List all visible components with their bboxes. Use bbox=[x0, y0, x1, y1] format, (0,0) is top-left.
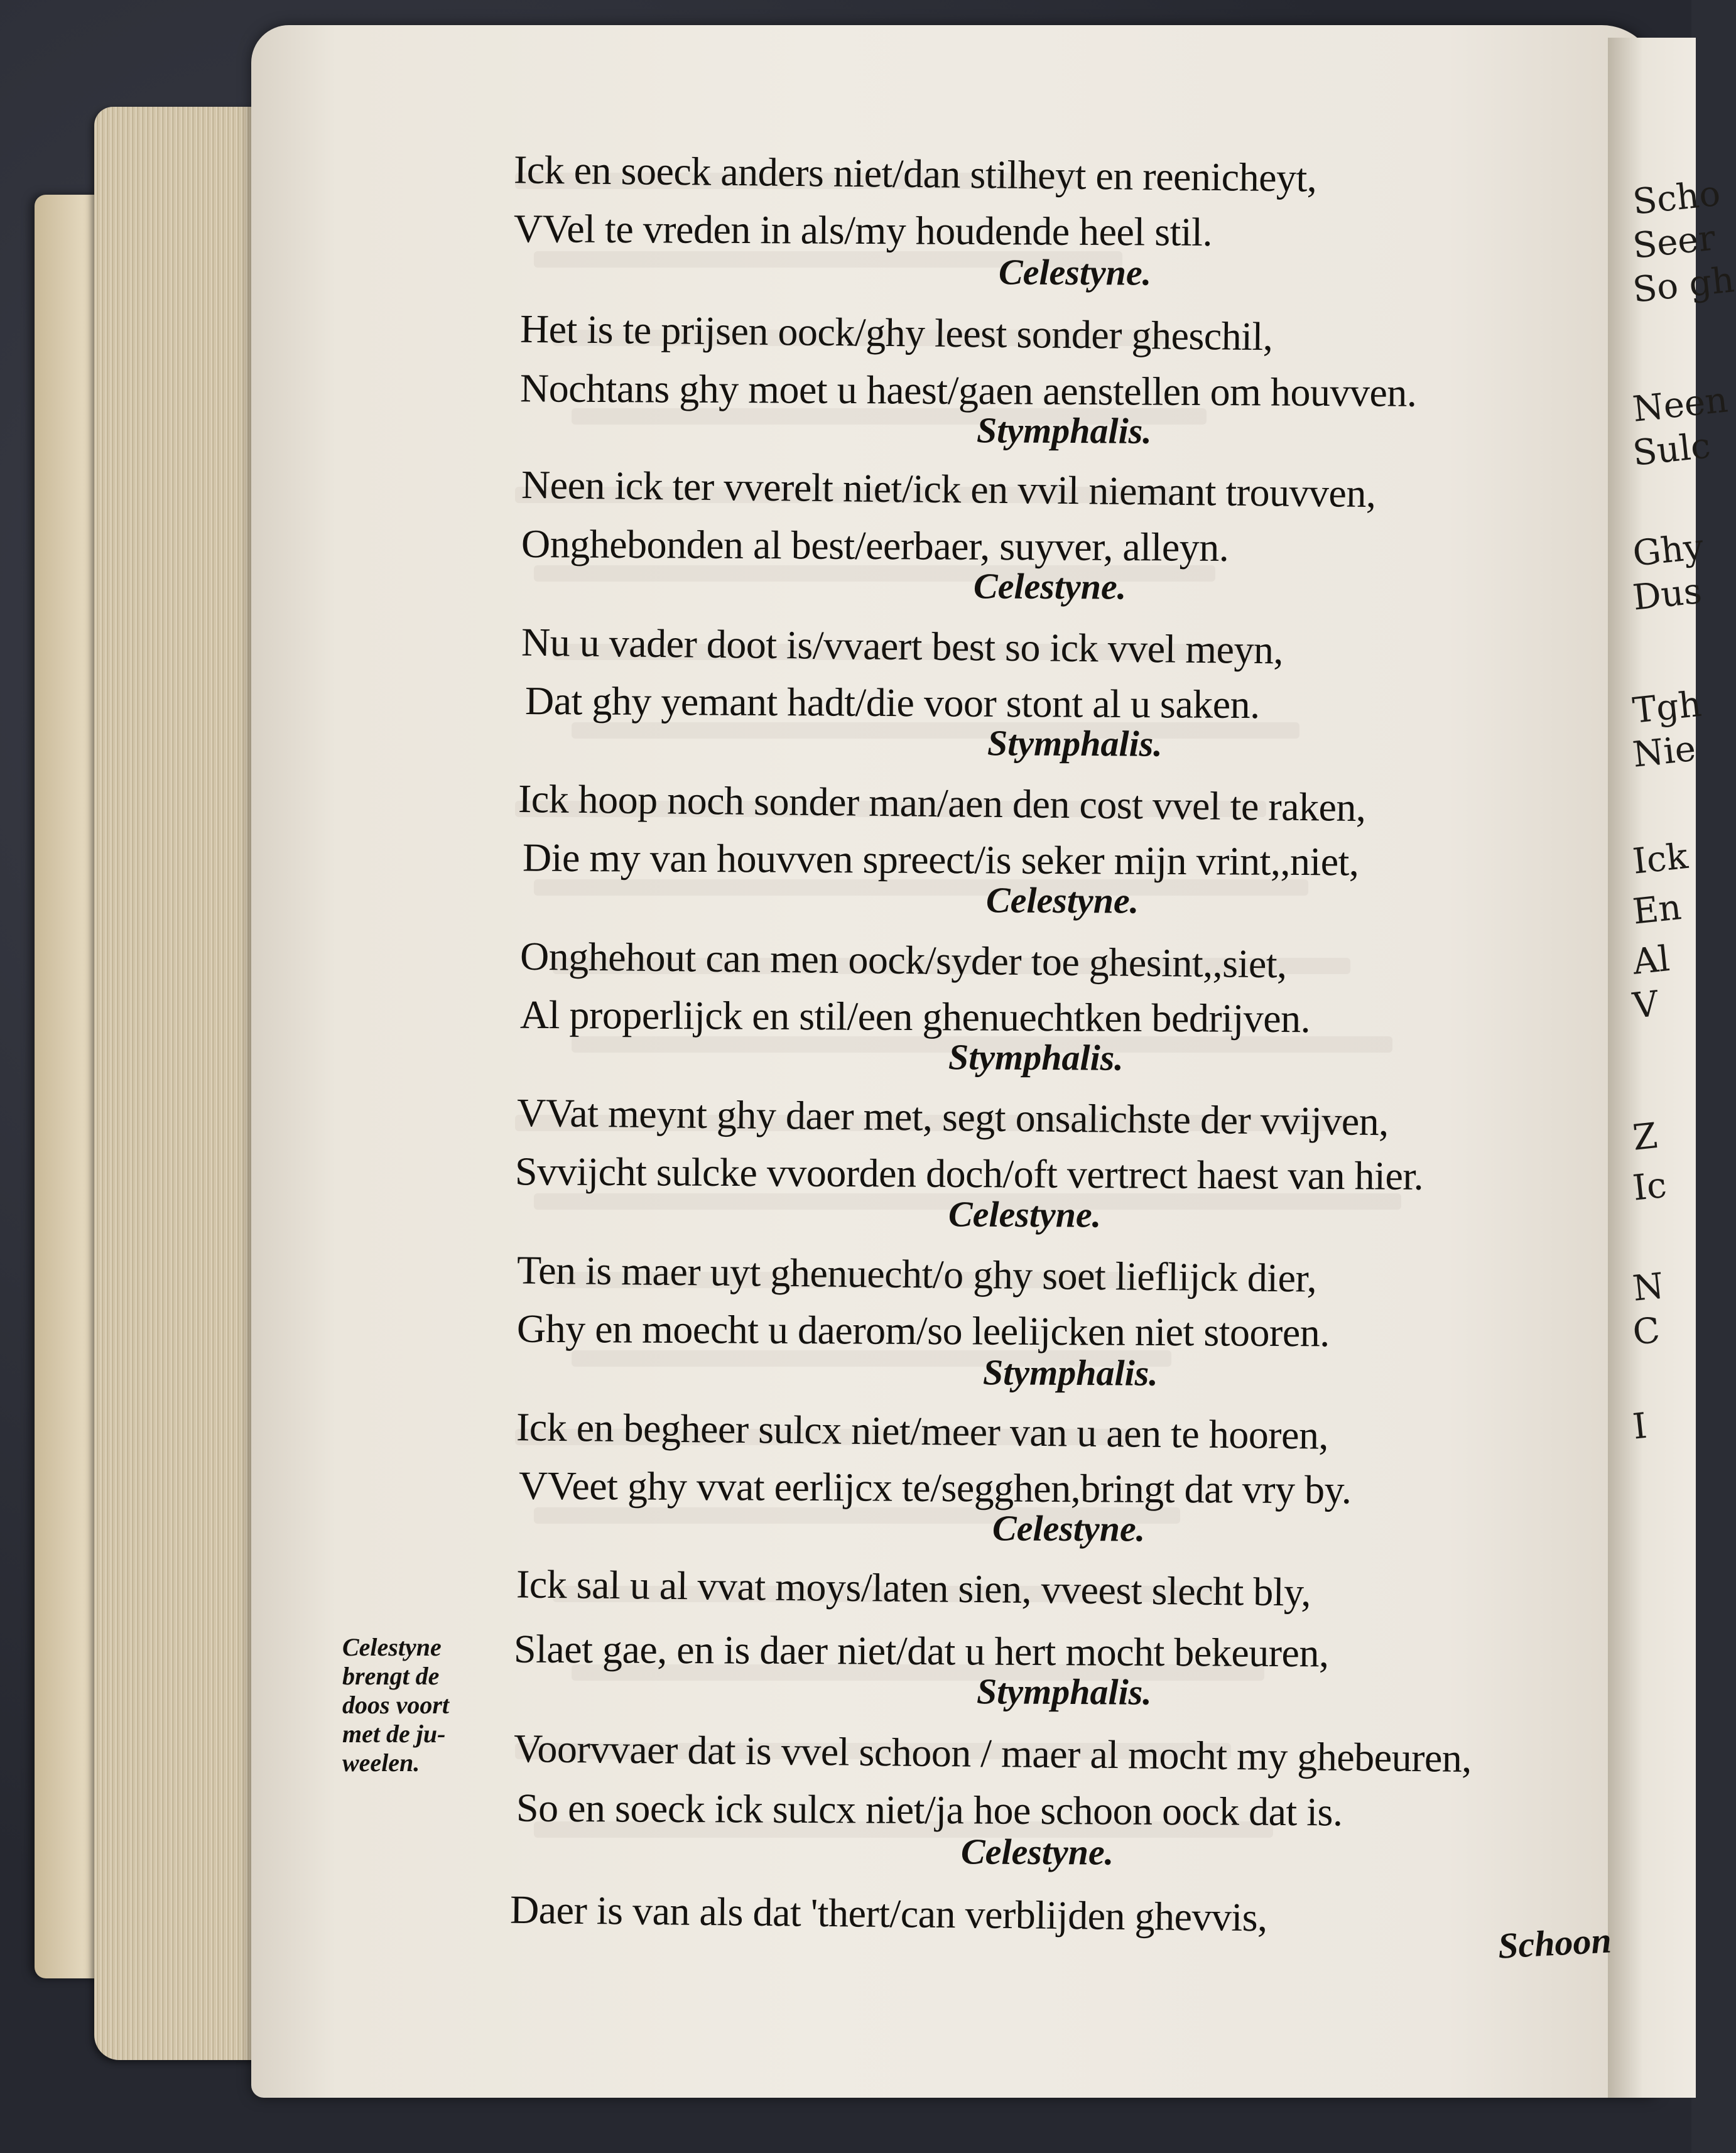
facing-page-fragment: Dus bbox=[1630, 570, 1704, 619]
speaker-name: Stymphalis. bbox=[948, 1036, 1124, 1078]
facing-page-fragment: I bbox=[1630, 1405, 1649, 1448]
facing-page-fragment: Ghy bbox=[1630, 526, 1706, 575]
facing-page-fragment: Z bbox=[1630, 1115, 1660, 1159]
facing-page-fragment: Scho bbox=[1630, 173, 1723, 223]
speaker-name: Stymphalis. bbox=[982, 1352, 1158, 1394]
verse-line: Ghy en moecht u daerom/so leelijcken niet stooren. bbox=[516, 1306, 1330, 1355]
marginal-note-line: Celestyne bbox=[342, 1633, 442, 1661]
verse-line: Ick en begheer sulcx niet/meer van u aen te hooren, bbox=[516, 1404, 1329, 1458]
speaker-name: Stymphalis. bbox=[976, 409, 1152, 452]
marginal-note-line: doos voort bbox=[342, 1691, 449, 1719]
facing-page-fragment: Nie bbox=[1630, 728, 1698, 776]
catchword: Schoon bbox=[1497, 1919, 1613, 1966]
verse-line: Al properlijck en stil/een ghenuechtken bedrijven. bbox=[519, 992, 1311, 1041]
facing-page bbox=[1608, 38, 1736, 2098]
facing-page-fragment: V bbox=[1630, 983, 1661, 1027]
facing-page-fragment: Ic bbox=[1630, 1164, 1669, 1209]
verse-line: Ick en soeck anders niet/dan stilheyt en reenicheyt, bbox=[513, 147, 1317, 200]
verse-line: Die my van houvven spreect/is seker mijn vrint,,niet, bbox=[522, 835, 1359, 884]
marginal-note-line: brengt de bbox=[342, 1662, 440, 1690]
verse-line: Daer is van als dat 'thert/can verblijden ghevvis, bbox=[509, 1887, 1268, 1940]
facing-page-fragment: Neen bbox=[1630, 379, 1730, 430]
verse-line: Ten is maer uyt ghenuecht/o ghy soet lieflijck dier, bbox=[516, 1247, 1317, 1301]
verse-line: Voorvvaer dat is vvel schoon / maer al mocht my ghebeuren, bbox=[513, 1726, 1472, 1781]
speaker-name: Stymphalis. bbox=[987, 722, 1163, 764]
marginal-note-line: weelen. bbox=[342, 1749, 420, 1777]
verse-line: Onghehout can men oock/syder toe ghesint,,siet, bbox=[519, 933, 1287, 987]
verse-line: VVat meynt ghy daer met, segt onsalichste der vvijven, bbox=[516, 1090, 1389, 1144]
verse-line: Slaet gae, en is daer niet/dat u hert mocht bekeuren, bbox=[513, 1626, 1329, 1676]
verse-line: Ick hoop noch sonder man/aen den cost vvel te raken, bbox=[518, 776, 1366, 830]
speaker-name: Celestyne. bbox=[998, 251, 1152, 293]
facing-page-fragment: Tgh bbox=[1630, 683, 1704, 732]
verse-line: Neen ick ter vverelt niet/ick en vvil niemant trouvven, bbox=[521, 462, 1376, 516]
facing-page-fragment: N bbox=[1630, 1266, 1666, 1310]
verse-line: Svvijcht sulcke vvoorden doch/oft vertrect haest van hier. bbox=[514, 1149, 1424, 1198]
speaker-name: Celestyne. bbox=[948, 1193, 1102, 1235]
facing-page-fragment: En bbox=[1630, 887, 1683, 933]
verse-line: VVeet ghy vvat eerlijcx te/segghen,bringt dat vry by. bbox=[518, 1463, 1352, 1512]
verse-line: Ick sal u al vvat moys/laten sien, vveest slecht bly, bbox=[516, 1561, 1311, 1615]
verse-line: So en soeck ick sulcx niet/ja hoe schoon oock dat is. bbox=[516, 1785, 1343, 1835]
facing-page-fragment: Sulc bbox=[1630, 425, 1713, 474]
facing-page-fragment: Al bbox=[1630, 938, 1672, 983]
marginal-note-line: met de ju- bbox=[342, 1720, 446, 1748]
verse-line: Dat ghy yemant hadt/die voor stont al u saken. bbox=[524, 678, 1260, 727]
verse-line: Onghebonden al best/eerbaer, suyver, alleyn. bbox=[521, 521, 1229, 570]
speaker-name: Celestyne. bbox=[985, 879, 1139, 921]
speaker-name: Stymphalis. bbox=[976, 1671, 1152, 1713]
marginal-note bbox=[342, 1633, 493, 1777]
verse-line: Nu u vader doot is/vvaert best so ick vvel meyn, bbox=[521, 619, 1284, 673]
facing-page-fragment: Ick bbox=[1630, 836, 1690, 882]
speaker-name: Celestyne. bbox=[960, 1831, 1114, 1873]
verse-line: Het is te prijsen oock/ghy leest sonder gheschil, bbox=[519, 306, 1273, 359]
verse-line: Nochtans ghy moet u haest/gaen aenstellen om houvven. bbox=[519, 366, 1417, 415]
speaker-name: Celestyne. bbox=[992, 1507, 1146, 1549]
speaker-name: Celestyne. bbox=[973, 565, 1127, 607]
facing-page-fragment: Seer bbox=[1630, 217, 1718, 267]
verse-line: VVel te vreden in als/my houdende heel stil. bbox=[513, 206, 1213, 254]
facing-page-fragment: So gh bbox=[1630, 259, 1736, 311]
facing-page-fragment: C bbox=[1630, 1310, 1663, 1353]
